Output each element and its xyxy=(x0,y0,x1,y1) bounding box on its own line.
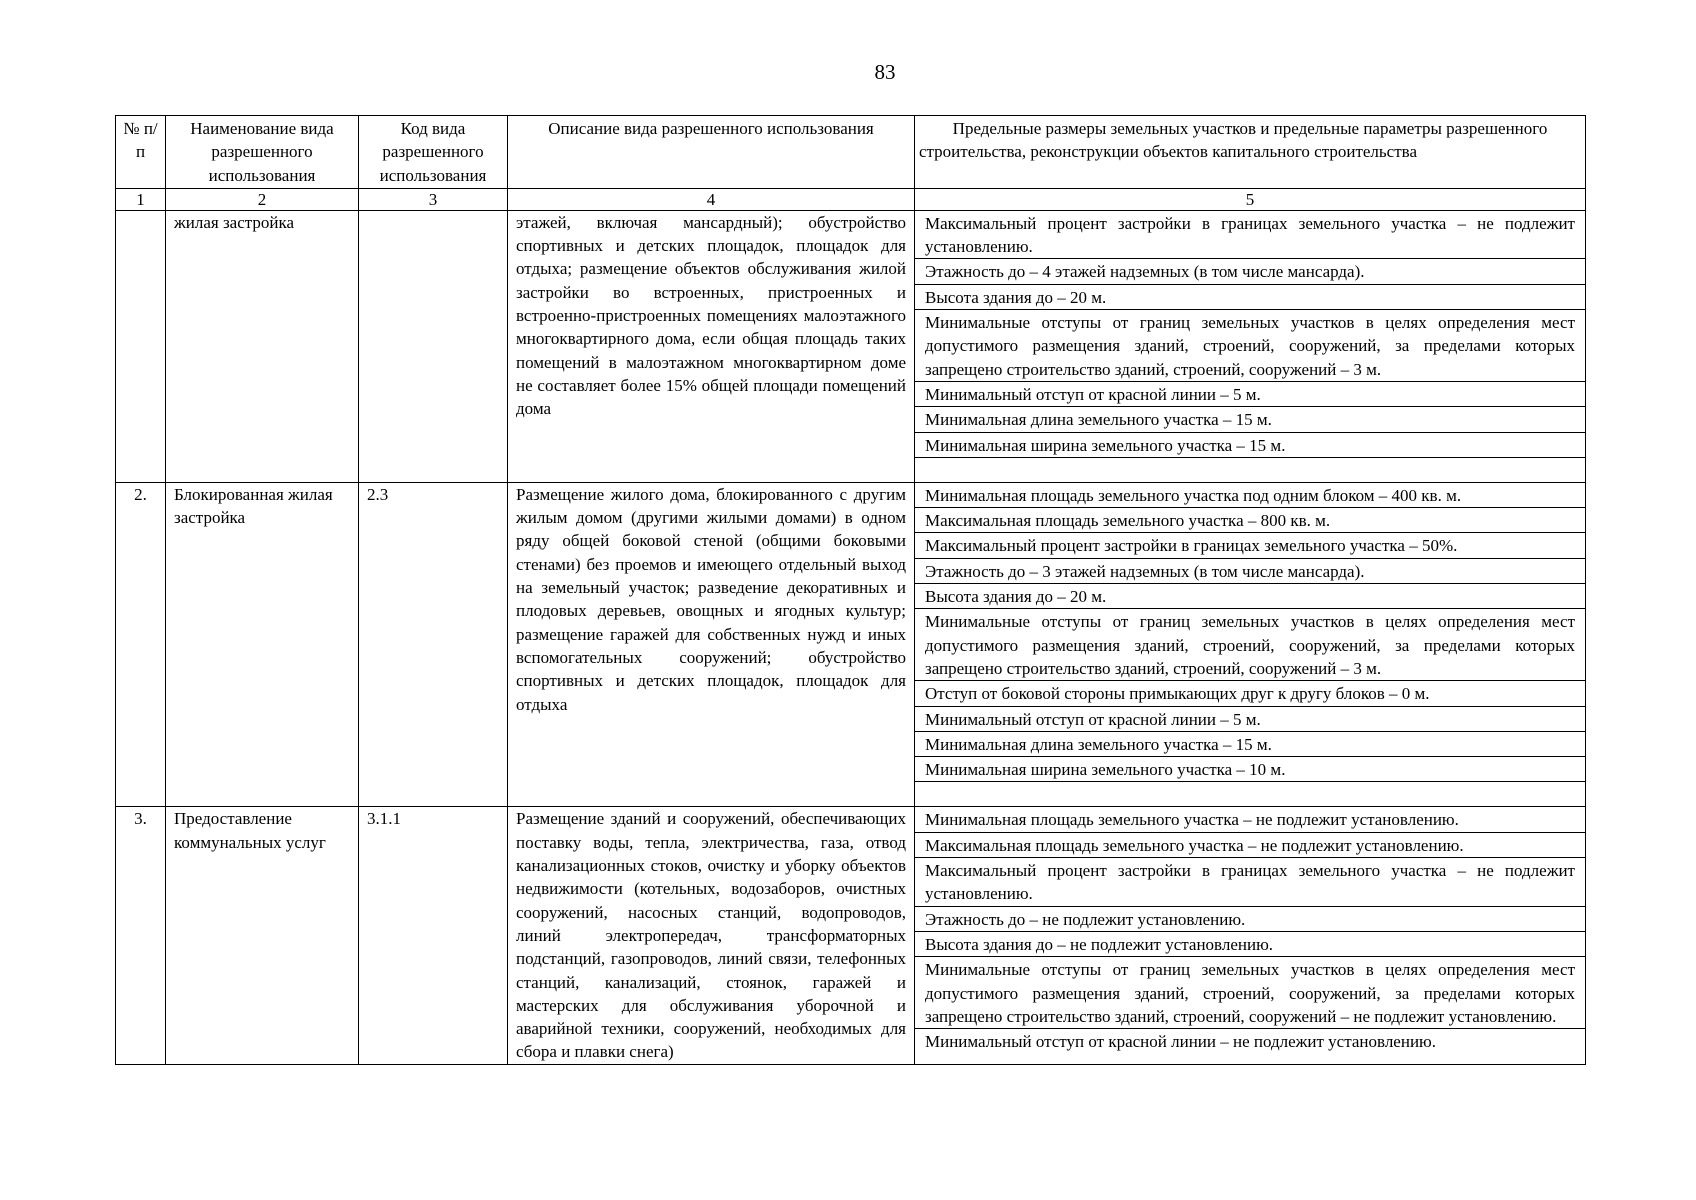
row-description: Размещение жилого дома, блокированного с другим жилым домом (другими жилыми домами) в одном ряду общей боковой стеной (общими боковыми стенами) без проемов и имеющего отдельный выход на земельный участок; разведение декоративных и плодовых деревьев, овощных и ягодных культур; размещение гаражей для собственных нужд и иных вспомогательных сооружений; обустройство спортивных и детских площадок, площадок для отдыха xyxy=(508,482,915,807)
row-parameters xyxy=(915,210,1586,482)
row-parameters xyxy=(915,482,1586,807)
table-header-row xyxy=(116,116,1586,189)
parameter-item: Максимальная площадь земельного участка – 800 кв. м. xyxy=(915,508,1585,533)
header-name: Наименование вида разрешенного использования xyxy=(166,116,359,189)
parameter-item: Высота здания до – не подлежит установлению. xyxy=(915,932,1585,957)
parameter-item: Максимальный процент застройки в границах земельного участка – 50%. xyxy=(915,533,1585,558)
column-number: 4 xyxy=(508,188,915,210)
parameter-item: Высота здания до – 20 м. xyxy=(915,285,1585,310)
header-parameters: Предельные размеры земельных участков и предельные параметры разрешенного строительства, реконструкции объектов капитального строительства xyxy=(915,116,1586,189)
parameter-item: Минимальный отступ от красной линии – 5 м. xyxy=(915,707,1585,732)
column-numbers-row xyxy=(116,188,1586,210)
land-use-table xyxy=(115,115,1586,1065)
row-use-code: 2.3 xyxy=(359,482,508,807)
table-row xyxy=(116,807,1586,1064)
parameter-item: Минимальный отступ от красной линии – не подлежит установлению. xyxy=(925,1032,1436,1052)
header-number: № п/п xyxy=(116,116,166,189)
column-number: 1 xyxy=(116,188,166,210)
row-use-code xyxy=(359,210,508,482)
parameter-item: Высота здания до – 20 м. xyxy=(915,584,1585,609)
page-number: 83 xyxy=(874,60,896,84)
parameter-item: Минимальная длина земельного участка – 15 м. xyxy=(915,407,1585,432)
parameter-item: Этажность до – не подлежит установлению. xyxy=(915,907,1585,932)
column-number: 2 xyxy=(166,188,359,210)
parameter-item: Минимальная площадь земельного участка – не подлежит установлению. xyxy=(915,807,1585,832)
column-number: 3 xyxy=(359,188,508,210)
parameter-item: Максимальный процент застройки в границах земельного участка – не подлежит установлению. xyxy=(915,211,1585,260)
table-row xyxy=(116,482,1586,807)
header-description: Описание вида разрешенного использования xyxy=(508,116,915,189)
parameter-item: Минимальная ширина земельного участка – 15 м. xyxy=(915,433,1585,458)
parameter-empty-cell xyxy=(915,782,1585,806)
parameter-item: Отступ от боковой стороны примыкающих друг к другу блоков – 0 м. xyxy=(915,681,1585,706)
row-use-name: жилая застройка xyxy=(166,210,359,482)
parameter-item: Этажность до – 4 этажей надземных (в том числе мансарда). xyxy=(915,259,1585,284)
row-description: этажей, включая мансардный); обустройство спортивных и детских площадок, площадок для отдыха; размещение объектов обслуживания жилой застройки во встроенных, пристроенных и встроенно-пристроенных помещениях малоэтажного многоквартирного дома, если общая площадь таких помещений в малоэтажном многоквартирном доме не составляет более 15% общей площади помещений дома xyxy=(508,210,915,482)
parameter-item: Минимальная длина земельного участка – 15 м. xyxy=(915,732,1585,757)
header-code: Код вида разрешенного использования xyxy=(359,116,508,189)
parameter-empty-cell xyxy=(915,458,1585,482)
column-number: 5 xyxy=(915,188,1586,210)
parameter-item: Минимальная ширина земельного участка – 10 м. xyxy=(915,757,1585,782)
parameter-item: Минимальные отступы от границ земельных участков в целях определения мест допустимого размещения зданий, строений, сооружений, за пределами которых запрещено строительство зданий, строений, сооружений – не подлежит установлению. xyxy=(915,957,1585,1029)
row-number xyxy=(116,210,166,482)
row-use-name: Блокированная жилая застройка xyxy=(166,482,359,807)
row-number: 2. xyxy=(116,482,166,807)
parameter-item: Максимальная площадь земельного участка – не подлежит установлению. xyxy=(915,833,1585,858)
row-description: Размещение зданий и сооружений, обеспечивающих поставку воды, тепла, электричества, газа, отвод канализационных стоков, очистку и уборку объектов недвижимости (котельных, водозаборов, очистных сооружений, насосных станций, водопроводов, линий электропередач, трансформаторных подстанций, газопроводов, линий связи, телефонных станций, канализаций, стоянок, гаражей и мастерских для обслуживания уборочной и аварийной техники, сооружений, необходимых для сбора и плавки снега) xyxy=(508,807,915,1064)
parameter-item: Минимальные отступы от границ земельных участков в целях определения мест допустимого размещения зданий, строений, сооружений, за пределами которых запрещено строительство зданий, строений, сооружений – 3 м. xyxy=(915,609,1585,681)
row-number: 3. xyxy=(116,807,166,1064)
parameter-item: Минимальные отступы от границ земельных участков в целях определения мест допустимого размещения зданий, строений, сооружений, за пределами которых запрещено строительство зданий, строений, сооружений – 3 м. xyxy=(915,310,1585,382)
table-row xyxy=(116,210,1586,482)
parameter-item: Минимальная площадь земельного участка под одним блоком – 400 кв. м. xyxy=(915,483,1585,508)
parameter-item: Максимальный процент застройки в границах земельного участка – не подлежит установлению. xyxy=(915,858,1585,907)
parameter-item: Этажность до – 3 этажей надземных (в том числе мансарда). xyxy=(915,559,1585,584)
parameter-item: Минимальный отступ от красной линии – 5 м. xyxy=(915,382,1585,407)
row-use-code: 3.1.1 xyxy=(359,807,508,1064)
row-use-name: Предоставление коммунальных услуг xyxy=(166,807,359,1064)
row-parameters xyxy=(915,807,1586,1064)
